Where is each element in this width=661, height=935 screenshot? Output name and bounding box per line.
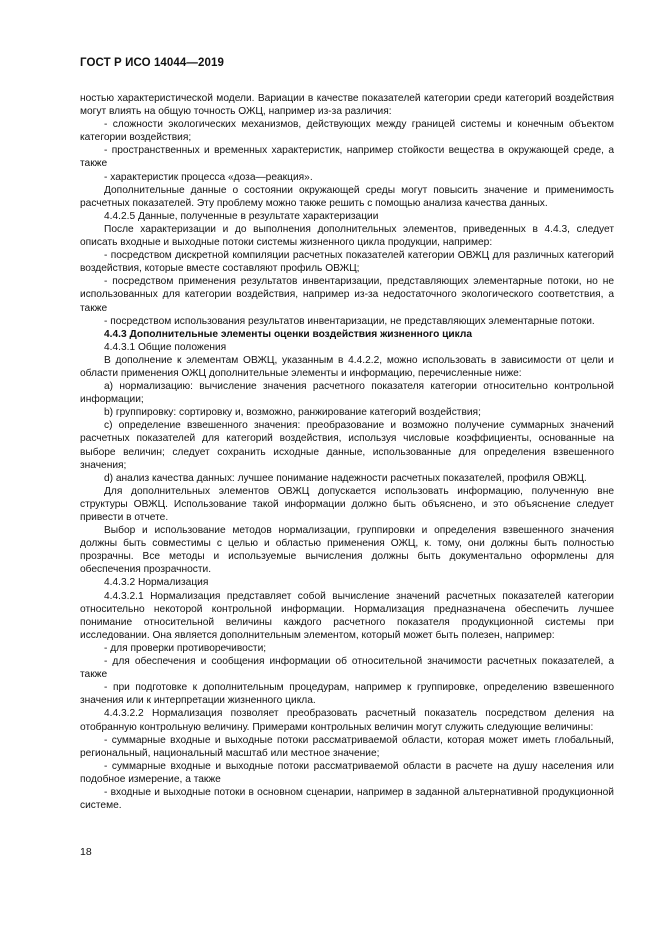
paragraph: После характеризации и до выполнения дополнительных элементов, приведенных в 4.4.3, следует описать входные и выходные потоки системы жизненного цикла продукции, например: (80, 223, 614, 249)
document-body (80, 92, 614, 812)
page-number: 18 (80, 846, 92, 858)
list-item: d) анализ качества данных: лучшее понимание надежности расчетных показателей, профиля ОВЖЦ. (104, 472, 587, 484)
paragraph: 4.4.3.2.2 Нормализация позволяет преобразовать расчетный показатель посредством деления на отобранную контрольную величину. Примерами контрольных величин могут служить следующие величины: (80, 708, 614, 733)
list-item: - для проверки противоречивости; (104, 642, 267, 654)
paragraph: 4.4.3.2.1 Нормализация представляет собой вычисление значений расчетных показателей категории относительно некоторой контрольной информации. Нормализация предназначена обеспечить лучшее понимание относительной величины каждого расчетного показателя продукционной системы при исследовании. Она является дополнительным элементом, который может быть полезен, например: (80, 590, 614, 641)
list-item: - при подготовке к дополнительным процедурам, например к группировке, определению взвешенного значения или к интерпретации жизненного цикла. (80, 682, 614, 707)
paragraph: ностью характеристической модели. Вариации в качестве показателей категории среди категорий воздействия могут влиять на общую точность ОЖЦ, например из-за различия: (80, 93, 614, 118)
paragraph: Выбор и использование методов нормализации, группировки и определения взвешенного значения должны быть совместимы с целью и областью применения ОЖЦ, к. тому, они должны быть полностью прозрачны. Все методы и используемые вычисления должны быть документально оформлены для обеспечения прозрачности. (80, 525, 614, 576)
list-item: - характеристик процесса «доза—реакция». (104, 171, 313, 183)
list-item: - посредством применения результатов инвентаризации, представляющих элементарные потоки, но не использованных для категории воздействия, например из-за недостаточного экологического соответствия, а также (80, 276, 614, 314)
paragraph: Дополнительные данные о состоянии окружающей среды могут повысить значение и применимость расчетных показателей. Эту проблему можно также решить с помощью анализа качества данных. (80, 184, 614, 209)
list-item: - входные и выходные потоки в основном сценарии, например в заданной альтернативной продукционной системе. (80, 786, 614, 812)
section-heading: 4.4.3.1 Общие положения (104, 341, 227, 353)
paragraph: Для дополнительных элементов ОВЖЦ допускается использовать информацию, полученную вне структуры ОВЖЦ. Использование такой информации должно быть объяснено, и это объяснение следует привести в отчете. (80, 485, 614, 523)
list-item: - сложности экологических механизмов, действующих между границей системы и конечным объектом категории воздействия; (80, 119, 614, 144)
section-heading: 4.4.2.5 Данные, полученные в результате характеризации (104, 210, 379, 222)
list-item: - суммарные входные и выходные потоки рассматриваемой области в расчете на душу населения или подобное измерение, а также (80, 760, 614, 785)
list-item: b) группировку: сортировку и, возможно, ранжирование категорий воздействия; (104, 407, 481, 419)
paragraph: В дополнение к элементам ОВЖЦ, указанным в 4.4.2.2, можно использовать в зависимости от цели и области применения ОЖЦ дополнительные элементы и информацию, перечисленные ниже: (80, 354, 614, 379)
section-heading: 4.4.3 Дополнительные элементы оценки воздействия жизненного цикла (104, 328, 473, 340)
list-item: - суммарные входные и выходные потоки рассматриваемой области, которая может иметь глобальный, региональный, национальный масштаб или местное значение; (80, 734, 614, 759)
list-item: - посредством использования результатов инвентаризации, не представляющих элементарные потоки. (104, 315, 595, 327)
list-item: - пространственных и временных характеристик, например стойкости вещества в окружающей среде, а также (80, 145, 614, 170)
list-item: - посредством дискретной компиляции расчетных показателей категории ОВЖЦ для различных категорий воздействия, которые вместе составляют профиль ОВЖЦ; (80, 250, 614, 275)
document-header: ГОСТ Р ИСО 14044—2019 (80, 57, 225, 69)
list-item: - для обеспечения и сообщения информации об относительной значимости расчетных показателей, а также (80, 656, 614, 681)
section-heading: 4.4.3.2 Нормализация (104, 577, 209, 589)
list-item: c) определение взвешенного значения: преобразование и возможно получение суммарных значений расчетных показателей для категорий воздействия, используя числовые коэффициенты, основанные на выборе величин; следует сохранить исходные данные, использованные для определения взвешенного значения; (80, 420, 614, 471)
list-item: a) нормализацию: вычисление значения расчетного показателя категории относительно контрольной информации; (80, 381, 614, 406)
